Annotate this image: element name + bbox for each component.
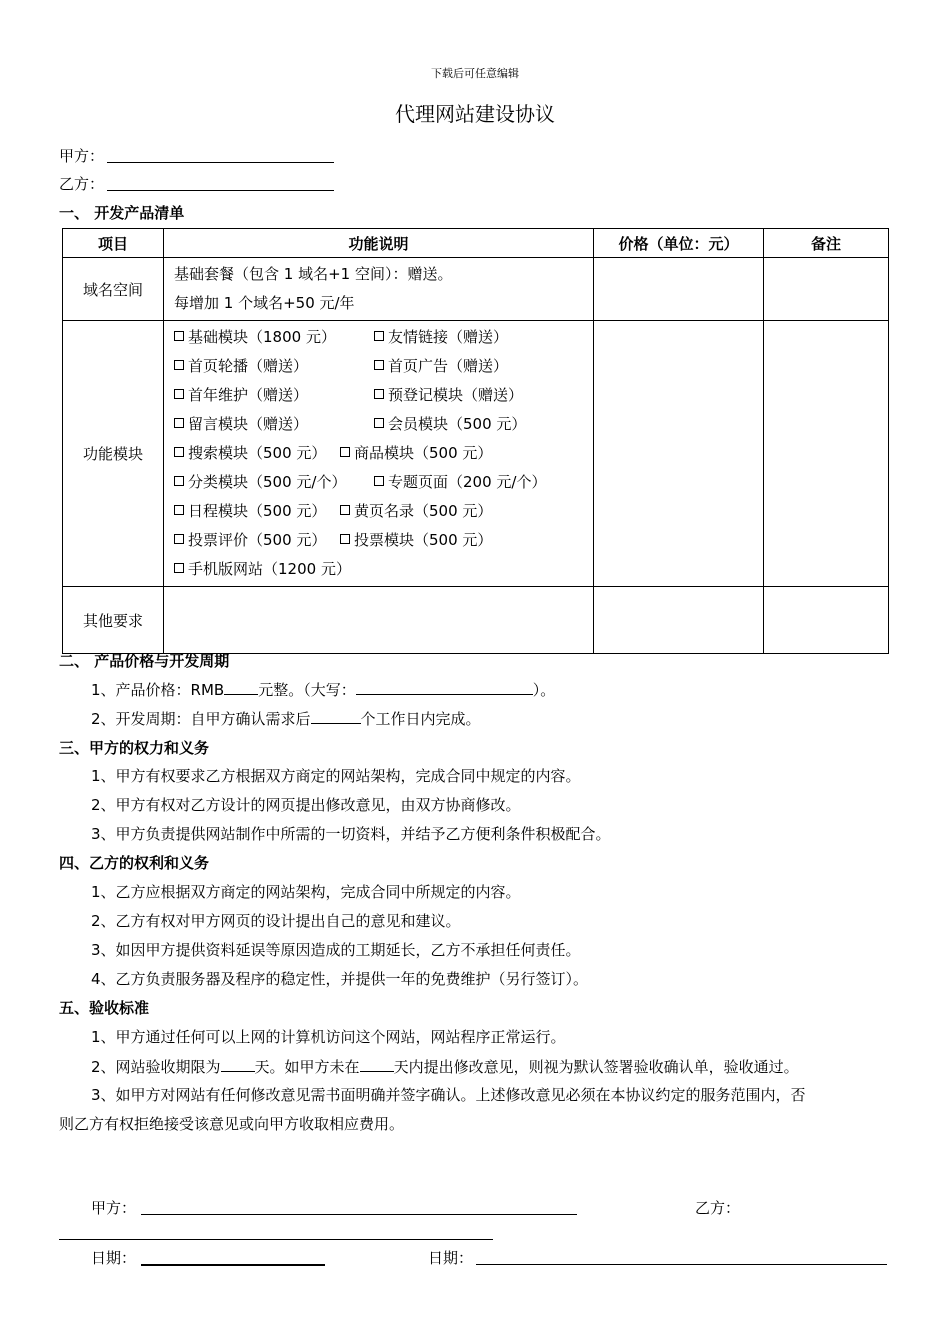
clause-text: 天内提出修改意见，则视为默认签署验收确认单，验收通过。	[393, 1058, 799, 1076]
section1-heading: 一、 开发产品清单	[59, 204, 185, 222]
checkbox[interactable]	[340, 505, 350, 515]
clause-item: 1、甲方有权要求乙方根据双方商定的网站架构，完成合同中规定的内容。	[91, 767, 581, 785]
remark-cell[interactable]	[764, 587, 889, 654]
module-option: 预登记模块（赠送）	[388, 386, 524, 404]
module-option: 首页轮播（赠送）	[188, 357, 309, 375]
row-label: 功能模块	[63, 321, 164, 587]
period-line	[91, 708, 481, 729]
module-option: 首页广告（赠送）	[388, 357, 509, 375]
date-b-field[interactable]	[476, 1264, 887, 1265]
module-options	[164, 321, 594, 587]
price-cell[interactable]	[594, 321, 764, 587]
clause-item: 4、乙方负责服务器及程序的稳定性，并提供一年的免费维护（另行签订）。	[91, 970, 589, 988]
module-option: 会员模块（500 元）	[388, 415, 527, 433]
module-option: 首年维护（赠送）	[188, 386, 309, 404]
table-row-other	[63, 587, 889, 654]
period-suffix: 个工作日内完成。	[360, 710, 481, 728]
module-option: 手机版网站（1200 元）	[188, 560, 351, 578]
price-line	[91, 679, 555, 700]
other-requirements-cell[interactable]	[164, 587, 594, 654]
checkbox[interactable]	[340, 534, 350, 544]
date-a-label: 日期：	[91, 1249, 137, 1267]
price-amount-field[interactable]	[224, 679, 258, 695]
checkbox[interactable]	[374, 389, 384, 399]
signature-party-b-label: 乙方：	[695, 1199, 741, 1217]
checkbox[interactable]	[174, 447, 184, 457]
column-header: 功能说明	[164, 229, 594, 258]
checkbox[interactable]	[174, 505, 184, 515]
module-option: 基础模块（1800 元）	[188, 328, 336, 346]
clause-item: 1、甲方通过任何可以上网的计算机访问这个网站，网站程序正常运行。	[91, 1028, 566, 1046]
checkbox[interactable]	[374, 476, 384, 486]
price-prefix: 1、产品价格：RMB	[91, 681, 225, 699]
header-note: 下载后可任意编辑	[431, 67, 519, 80]
party-a-field[interactable]	[107, 162, 334, 163]
acceptance-days-field[interactable]	[221, 1056, 255, 1072]
module-option: 留言模块（赠送）	[188, 415, 309, 433]
checkbox[interactable]	[174, 476, 184, 486]
period-days-field[interactable]	[311, 708, 361, 724]
remark-cell[interactable]	[764, 258, 889, 321]
clause-item-continued: 则乙方有权拒绝接受该意见或向甲方收取相应费用。	[59, 1115, 405, 1133]
checkbox[interactable]	[374, 418, 384, 428]
module-option: 商品模块（500 元）	[354, 444, 493, 462]
clause-item	[91, 1056, 799, 1077]
price-suffix: ）。	[532, 681, 556, 699]
product-list-table	[62, 228, 889, 654]
clause-item: 3、如因甲方提供资料延误等原因造成的工期延长，乙方不承担任何责任。	[91, 941, 581, 959]
module-option: 黄页名录（500 元）	[354, 502, 493, 520]
checkbox[interactable]	[340, 447, 350, 457]
module-option: 分类模块（500 元/个）	[188, 473, 347, 491]
price-cell[interactable]	[594, 587, 764, 654]
row-label: 其他要求	[63, 587, 164, 654]
table-row-domain	[63, 258, 889, 321]
column-header: 项目	[63, 229, 164, 258]
module-option: 日程模块（500 元）	[188, 502, 327, 520]
checkbox[interactable]	[174, 360, 184, 370]
document-title: 代理网站建设协议	[395, 102, 555, 126]
description-line: 基础套餐（包含 1 域名+1 空间）：赠送。	[174, 265, 453, 283]
signature-party-a-label: 甲方：	[91, 1199, 137, 1217]
period-prefix: 2、开发周期：自甲方确认需求后	[91, 710, 311, 728]
checkbox[interactable]	[374, 331, 384, 341]
party-a-label: 甲方：	[59, 147, 105, 165]
price-uppercase-field[interactable]	[356, 679, 533, 695]
column-header: 价格（单位：元）	[594, 229, 764, 258]
clause-item: 3、如甲方对网站有任何修改意见需书面明确并签字确认。上述修改意见必须在本协议约定的服务范围内，否	[91, 1086, 806, 1104]
table-row-modules	[63, 321, 889, 587]
section2-heading: 二、 产品价格与开发周期	[59, 652, 230, 670]
date-b-label: 日期：	[428, 1249, 474, 1267]
checkbox[interactable]	[174, 389, 184, 399]
column-header: 备注	[764, 229, 889, 258]
checkbox[interactable]	[374, 360, 384, 370]
clause-item: 1、乙方应根据双方商定的网站架构，完成合同中所规定的内容。	[91, 883, 521, 901]
signature-party-a-field[interactable]	[141, 1214, 577, 1215]
signature-party-b-field[interactable]	[59, 1239, 493, 1240]
price-mid: 元整。（大写：	[258, 681, 356, 699]
checkbox[interactable]	[174, 331, 184, 341]
module-option: 专题页面（200 元/个）	[388, 473, 547, 491]
checkbox[interactable]	[174, 534, 184, 544]
module-option: 投票评价（500 元）	[188, 531, 327, 549]
price-cell[interactable]	[594, 258, 764, 321]
party-b-field[interactable]	[107, 190, 334, 191]
section4-heading: 四、乙方的权利和义务	[59, 854, 210, 872]
section3-heading: 三、甲方的权力和义务	[59, 739, 210, 757]
party-b-label: 乙方：	[59, 175, 105, 193]
clause-text: 天。如甲方未在	[254, 1058, 360, 1076]
checkbox[interactable]	[174, 418, 184, 428]
checkbox[interactable]	[174, 563, 184, 573]
table-header-row	[63, 229, 889, 258]
description-line: 每增加 1 个域名+50 元/年	[174, 294, 355, 312]
revision-days-field[interactable]	[360, 1056, 394, 1072]
row-label: 域名空间	[63, 258, 164, 321]
module-option: 投票模块（500 元）	[354, 531, 493, 549]
module-option: 搜索模块（500 元）	[188, 444, 327, 462]
clause-item: 2、甲方有权对乙方设计的网页提出修改意见，由双方协商修改。	[91, 796, 521, 814]
clause-text: 2、网站验收期限为	[91, 1058, 221, 1076]
date-a-field[interactable]	[141, 1264, 325, 1266]
remark-cell[interactable]	[764, 321, 889, 587]
domain-description	[164, 258, 594, 321]
section5-heading: 五、验收标准	[59, 999, 150, 1017]
clause-item: 2、乙方有权对甲方网页的设计提出自己的意见和建议。	[91, 912, 461, 930]
clause-item: 3、甲方负责提供网站制作中所需的一切资料，并结予乙方便利条件积极配合。	[91, 825, 611, 843]
module-option: 友情链接（赠送）	[388, 328, 509, 346]
